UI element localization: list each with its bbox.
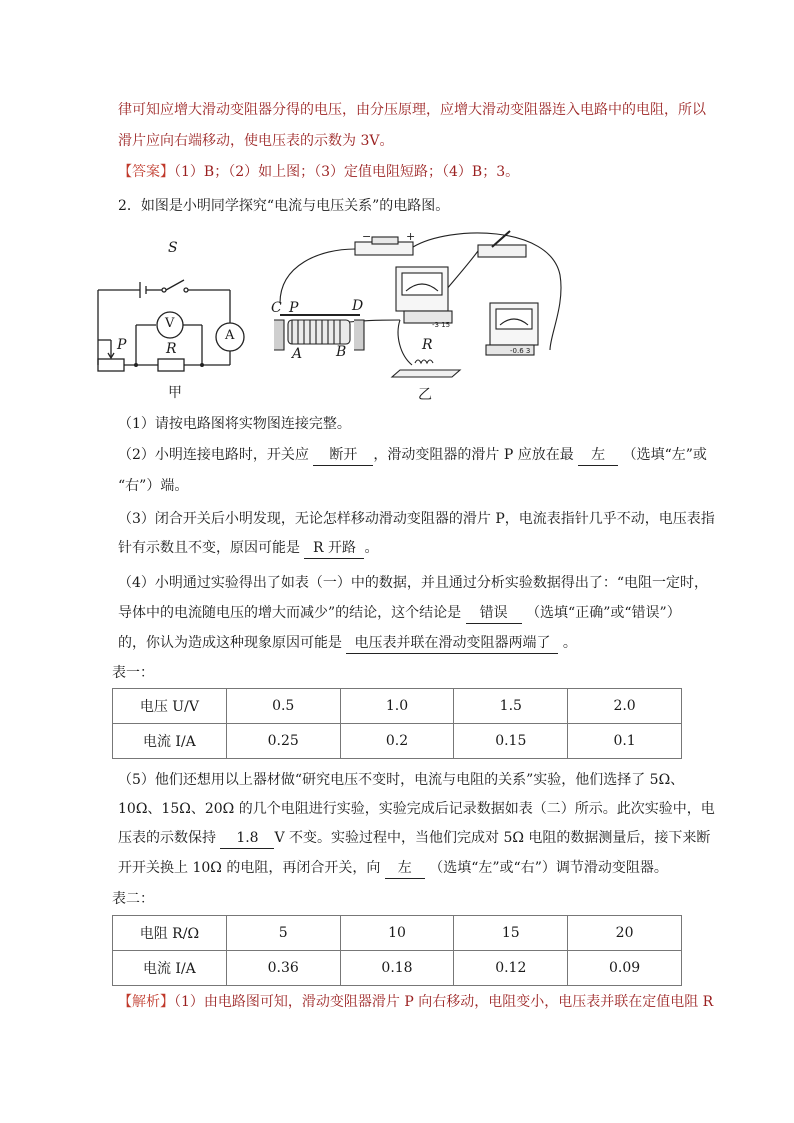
subquestion-4-line-2 [118, 603, 681, 624]
answer-blank-direction: 左 [385, 858, 425, 879]
table-cell: 10 [340, 916, 454, 951]
question-2-stem: 2．如图是小明同学探究“电流与电压关系”的电路图。 [118, 198, 450, 214]
table-row [113, 724, 682, 759]
label-c: C [271, 300, 282, 316]
data-table-1 [112, 688, 682, 759]
table-cell: 电流 I/A [113, 724, 227, 759]
table-cell: 1.0 [340, 689, 454, 724]
answer-blank-slider: 左 [578, 445, 618, 466]
label-r: R [166, 341, 177, 357]
analysis-tag: 【解析】 [118, 994, 174, 1010]
subquestion-1: （1）请按电路图将实物图连接完整。 [118, 416, 351, 432]
prev-answer-line [118, 162, 519, 182]
table-cell: 2.0 [568, 689, 682, 724]
subquestion-3-line-2 [118, 538, 378, 559]
subquestion-4-line-3 [118, 633, 577, 654]
subquestion-4-text-b2: （选填“正确”或“错误”） [526, 605, 681, 621]
label-a: A [225, 328, 235, 343]
table-cell: 0.25 [226, 724, 340, 759]
subquestion-4-text-c1: 的，你认为造成这种现象原因可能是 [118, 635, 342, 651]
answer-blank-fault: R 开路 [304, 538, 364, 559]
table-1-label: 表一： [112, 665, 154, 681]
subquestion-2-line-1 [118, 445, 707, 466]
label-s: S [168, 240, 178, 256]
table-row [113, 951, 682, 986]
answer-blank-voltage: 1.8 [220, 828, 274, 849]
answer-text: （1）B；（2）如上图；（3）定值电阻短路；（4）B；3。 [174, 164, 520, 180]
table-cell: 20 [568, 916, 682, 951]
subquestion-2-text-a: （2）小明连接电路时，开关应 [118, 447, 309, 463]
subquestion-3-text-c: 。 [364, 540, 379, 556]
figure-caption-yi: 乙 [418, 387, 432, 403]
apparatus-diagram-yi [260, 225, 580, 395]
answer-blank-conclusion: 错误 [466, 603, 522, 624]
label-d: D [352, 298, 364, 314]
table-cell: 电压 U/V [113, 689, 227, 724]
table-cell: 0.2 [340, 724, 454, 759]
table-cell: 电流 I/A [113, 951, 227, 986]
svg-text:-0.6 3: -0.6 3 [510, 347, 531, 355]
table-cell: 电阻 R/Ω [113, 916, 227, 951]
subquestion-5-line-1: （5）他们还想用以上器材做“研究电压不变时，电流与电阻的关系”实验，他们选择了 5Ω、 [118, 772, 685, 788]
subquestion-4-line-1: （4）小明通过实验得出了如表（一）中的数据，并且通过分析实验数据得出了：“电阻一定时， [118, 575, 709, 591]
label-minus: − [362, 230, 372, 243]
label-v: V [165, 316, 175, 331]
data-table-2 [112, 915, 682, 986]
label-a2: A [292, 346, 303, 362]
table-cell: 0.5 [226, 689, 340, 724]
answer-blank-cause: 电压表并联在滑动变阻器两端了 [346, 633, 558, 654]
analysis-text: （1）由电路图可知，滑动变阻器滑片 P 向右移动，电阻变小，电压表并联在定值电阻 R [174, 994, 714, 1010]
table-cell: 0.12 [454, 951, 568, 986]
subquestion-5-text-d2: （选填“左”或“右”）调节滑动变阻器。 [429, 860, 668, 876]
figure-caption-jia: 甲 [168, 385, 182, 401]
analysis-line [118, 992, 713, 1012]
table-row [113, 916, 682, 951]
subquestion-2-text-b: ，滑动变阻器的滑片 P 应放在最 [373, 447, 574, 463]
prev-analysis-line-2: 滑片应向右端移动，使电压表的示数为 3V。 [118, 133, 394, 149]
subquestion-5-line-4 [118, 858, 668, 879]
prev-analysis-line-1: 律可知应增大滑动变阻器分得的电压，由分压原理，应增大滑动变阻器连入电路中的电阻，所以 [118, 102, 706, 118]
subquestion-2-text-c: （选填“左”或 [622, 447, 707, 463]
label-plus: + [406, 230, 416, 243]
subquestion-5-text-c1: 压表的示数保持 [118, 830, 216, 846]
subquestion-3-line-1: （3）闭合开关后小明发现，无论怎样移动滑动变阻器的滑片 P，电流表指针几乎不动，电压表指 [118, 511, 715, 527]
subquestion-5-line-3 [118, 828, 710, 849]
subquestion-3-text-b: 针有示数且不变，原因可能是 [118, 540, 300, 556]
answer-tag: 【答案】 [118, 164, 174, 180]
subquestion-4-text-b1: 导体中的电流随电压的增大而减少”的结论，这个结论是 [118, 605, 462, 621]
table-cell: 0.15 [454, 724, 568, 759]
table-cell: 1.5 [454, 689, 568, 724]
svg-text:-3 15: -3 15 [432, 321, 451, 329]
subquestion-2-line-2: “右”）端。 [118, 478, 189, 494]
table-cell: 5 [226, 916, 340, 951]
subquestion-5-text-c2: V 不变。实验过程中，当他们完成对 5Ω 电阻的数据测量后，接下来断 [274, 830, 711, 846]
table-cell: 0.09 [568, 951, 682, 986]
subquestion-5-text-d1: 开开关换上 10Ω 的电阻，再闭合开关，向 [118, 860, 381, 876]
table-cell: 0.18 [340, 951, 454, 986]
subquestion-4-text-c2: 。 [562, 635, 577, 651]
subquestion-5-line-2: 10Ω、15Ω、20Ω 的几个电阻进行实验，实验完成后记录数据如表（二）所示。此次实验中，电 [118, 801, 715, 817]
label-p2: P [289, 300, 299, 316]
label-b: B [336, 344, 347, 360]
label-p: P [117, 337, 127, 353]
label-r2: R [422, 337, 433, 353]
answer-blank-switch: 断开 [313, 445, 373, 466]
table-2-label: 表二： [112, 891, 154, 907]
table-cell: 15 [454, 916, 568, 951]
table-row [113, 689, 682, 724]
table-cell: 0.1 [568, 724, 682, 759]
table-cell: 0.36 [226, 951, 340, 986]
